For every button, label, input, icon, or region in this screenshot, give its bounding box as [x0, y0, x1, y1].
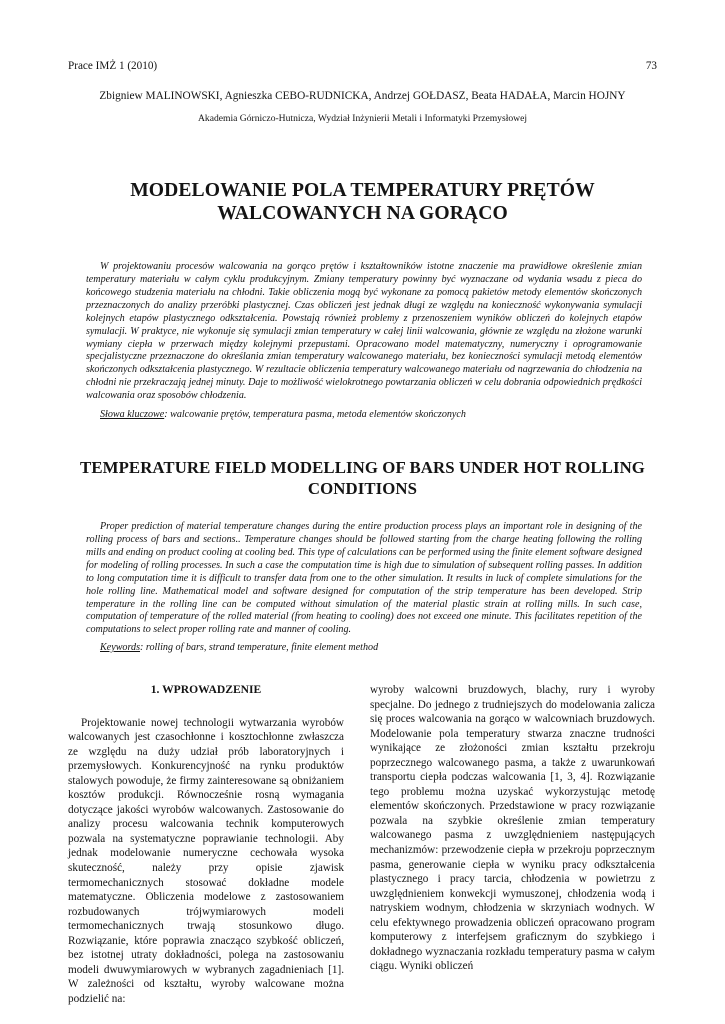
page-number: 73 — [645, 60, 657, 72]
abstract-polish: W projektowaniu procesów walcowania na gorąco prętów i kształtowników istotne znaczenie ma prawidłowe określenie zmian temperatury materiału w całym cyklu produkcyjnym. Zmiany temperatury powinny być wyznaczane od wydania wsadu z pieca do końcowego studzenia materiału na chłodni. Takie obliczenia mogą być wykonane za pomocą pakietów metody elementów skończonych przeznaczonych do analizy przeróbki plastycznej. Czas obliczeń jest jednak długi ze względu na konieczność wykonywania symulacji kolejnych etapów plastycznego odkształcenia. Powstają również problemy z przenoszeniem wyników obliczeń do kolejnych etapów symulacji. W praktyce, nie wykonuje się symulacji zmian temperatury w całej linii walcowania, głównie ze względu na złożone warunki wymiany ciepła w przerwach między kolejnymi przepustami. Opracowano model matematyczny, numeryczny i oprogramowanie specjalistyczne przeznaczone do określania zmian temperatury walcowanego materiału, bez konieczności symulacji metodą elementów skończonych odkształcenia plastycznego. W rezultacie obliczenia temperatury walcowanego materiału od nagrzewania do chłodzenia na chłodni nie przekraczają jednej minuty. Daje to możliwość wielokrotnego powtarzania obliczeń w celu dobrania odpowiednich prędkości walcowania oraz sposobów chłodzenia. — [86, 261, 642, 402]
keywords-polish-text: : walcowanie prętów, temperatura pasma, metoda elementów skończonych — [164, 409, 466, 420]
running-header — [68, 60, 657, 74]
author-list: Zbigniew MALINOWSKI, Agnieszka CEBO-RUDNICKA, Andrzej GOŁDASZ, Beata HADAŁA, Marcin HOJNY — [99, 90, 626, 102]
keywords-english-label: Keywords — [100, 642, 141, 653]
body-column-right — [370, 683, 655, 974]
section-heading: 1. WPROWADZENIE — [150, 683, 262, 696]
body-paragraph: Projektowanie nowej technologii wytwarzania wyrobów walcowanych jest czasochłonne i kosztochłonne zwłaszcza ze względu na duży udział prób laboratoryjnych i przemysłowych. Konkurencyjność na rynku produktów stalowych powoduje, że firmy zainteresowane są obniżaniem kosztów produkcji. Równocześnie rosną wymagania dotyczące jakości wyrobów walcowanych. Zastosowanie do analizy procesu walcowania technik komputerowych pozwala na systematyczne poprawianie technologii. Aby jednak modelowanie numeryczne cechowała wysoka skuteczność, należy przy opisie zjawisk termomechanicznych stosować dokładne modele matematyczne. Obliczenia modelowe z zastosowaniem rozbudowanych trójwymiarowych modeli termomechanicznych trwają stosunkowo długo. Rozwiązanie, które poprawia znacząco szybkość obliczeń, bez istotnej utraty dokładności, polega na zastosowaniu modeli dwuwymiarowych w wybranych zagadnieniach [1]. W zależności od kształtu, wyroby walcowane można podzielić na: — [68, 716, 344, 1005]
abstract-english: Proper prediction of material temperature changes during the entire production process plays an important role in designing of the rolling process of bars and sections.. Temperature changes should be followed starting from the charge heating following the rolling mills and ending on product cooling at cooling bed. This type of calculations can be performed using the finite element software designed for modeling of rolling processes. In such a case the computation time is high due to simulation of subsequent rolling passes. In addition to long computation time it is difficult to transfer data from one to the other simulation. It results in luck of complete simulations for the hole rolling line. Mathematical model and software designed for computation of the strip temperature has been developed. Strip temperature in the rolling line can be computed without simulation of the material plastic strain at rolling mills. In such case, computation of temperature of the rolled material (from heating to cooling) does not exceed one minute. This facilitates repetition of the computations to select proper rolling rate and manner of cooling. — [86, 521, 643, 636]
keywords-english — [100, 642, 642, 653]
keywords-polish — [100, 409, 642, 420]
title-english: TEMPERATURE FIELD MODELLING OF BARS UNDER HOT ROLLING CONDITIONS — [80, 458, 645, 498]
body-column-left — [68, 677, 344, 1006]
title-polish: MODELOWANIE POLA TEMPERATURY PRĘTÓW WALCOWANYCH NA GORĄCO — [130, 180, 595, 224]
affiliation: Akademia Górniczo-Hutnicza, Wydział Inżynierii Metali i Informatyki Przemysłowej — [197, 113, 528, 124]
keywords-polish-label: Słowa kluczowe — [100, 409, 165, 420]
journal-citation: Prace IMŻ 1 (2010) — [68, 60, 158, 72]
body-paragraph-continued: wyroby walcowni bruzdowych, blachy, rury i wyroby specjalne. Do jednego z trudniejszych do modelowania zalicza się proces walcowania na gorąco w walcowniach bruzdowych. Modelowanie pola temperatury stwarza znaczne trudności wynikające ze złożoności zmian kształtu przekroju poprzecznego walcowanego pasma, a także z uwarunkowań transportu ciepła podczas walcowania [1, 3, 4]. Rozwiązanie tego problemu można uzyskać wykorzystując metodę elementów skończonych. Przedstawione w pracy rozwiązanie pozwala na szybkie określenie zmian temperatury walcowanego pasma z uwzględnieniem następujących mechanizmów: przewodzenie ciepła w przekroju poprzecznym pasma, generowanie ciepła w wyniku pracy odkształcenia plastycznego i pracy tarcia, chłodzenia w powietrzu z uwzględnieniem konwekcji wymuszonej, chłodzenia wodą i natryskiem wodnym, chłodzenia w skrzyniach wodnych. W celu efektywnego prowadzenia obliczeń opracowano program komputerowy z interfejsem graficznym do szybkiego i dokładnego wyznaczania rozkładu temperatury pasma w całym ciągu. Wyniki obliczeń — [370, 684, 655, 973]
keywords-english-text: : rolling of bars, strand temperature, finite element method — [140, 642, 379, 653]
